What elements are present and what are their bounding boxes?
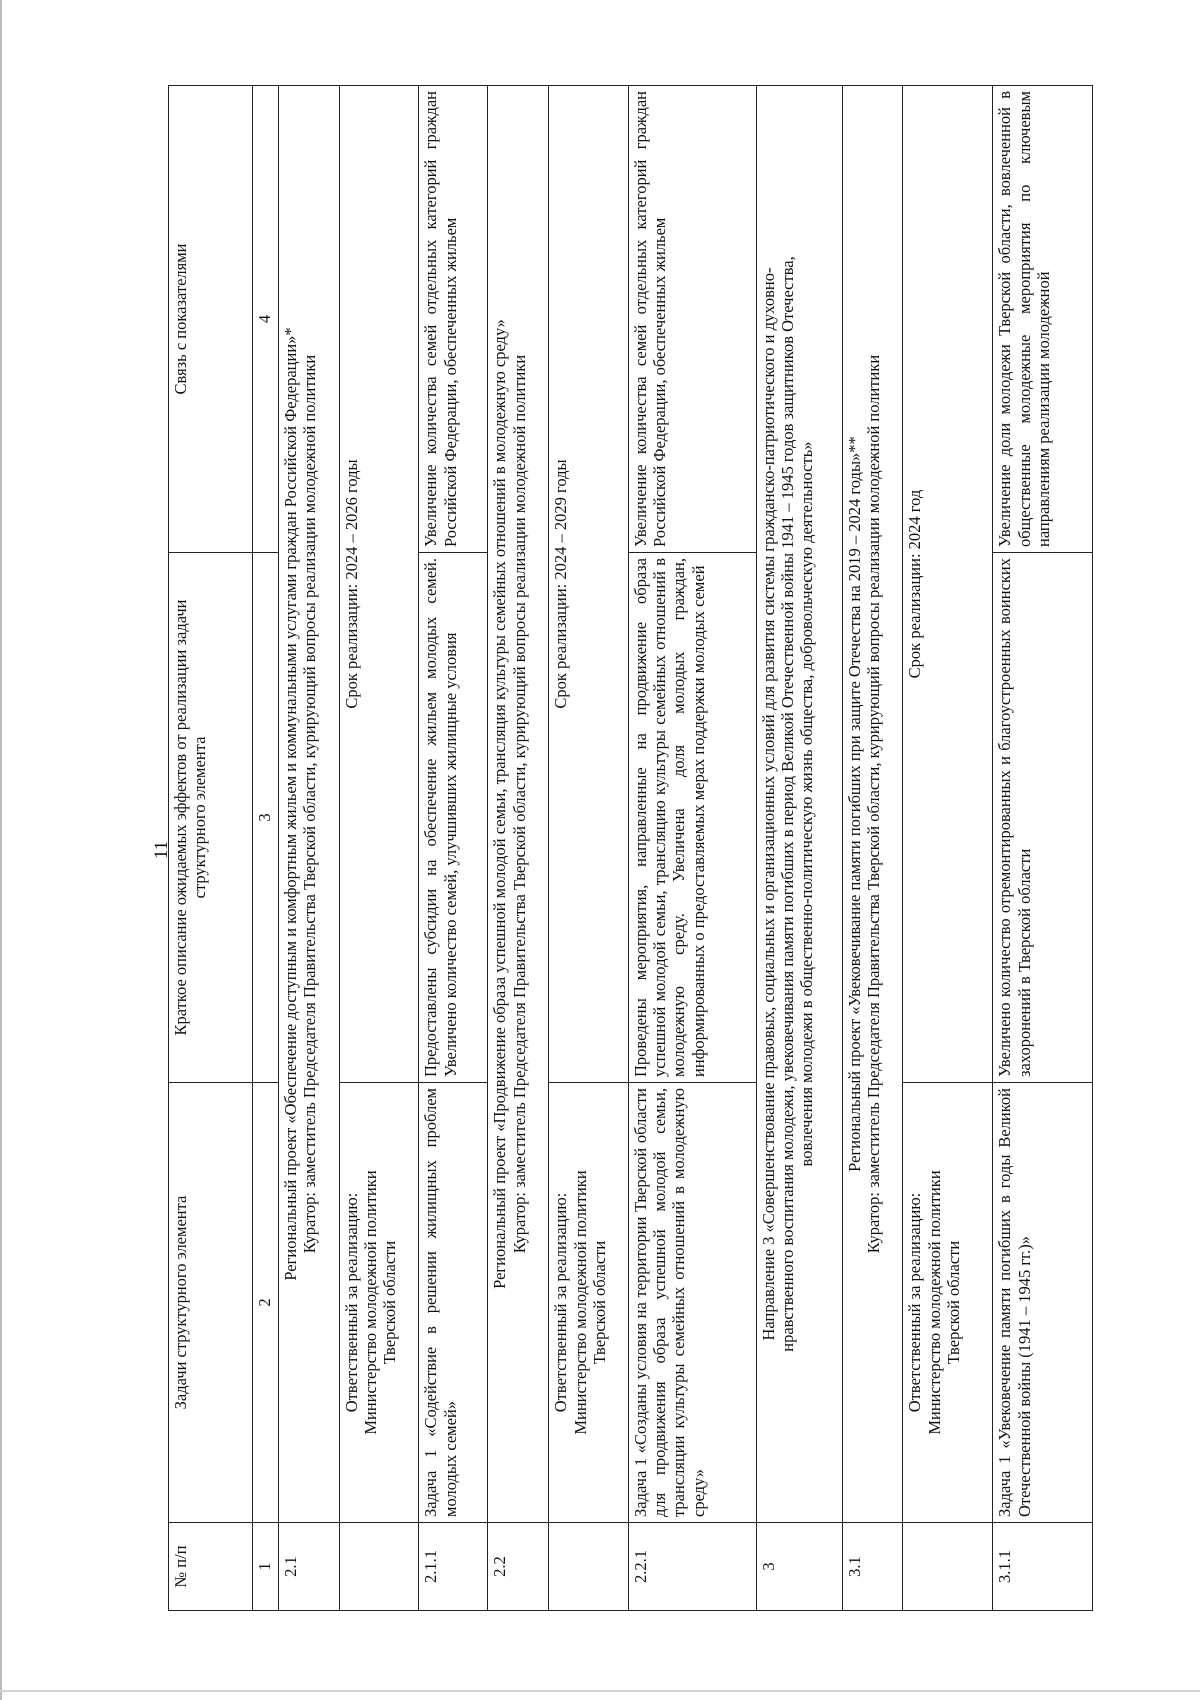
- task-cell: Задача 1 «Содействие в решении жилищных проблем молодых семей»: [419, 1083, 488, 1523]
- project-title: Региональный проект «Увековечивание памяти погибших при защите Отечества на 2019 – 2024 годы»**: [844, 436, 864, 1172]
- header-number: № п/п: [169, 1523, 253, 1611]
- term-cell: Срок реализации: 2024 год: [903, 86, 993, 1083]
- effect-cell: Предоставлены субсидии на обеспечение жильем молодых семей. Увеличено количество семей, улучшивших жилищные условия: [419, 553, 488, 1083]
- table-row: [339, 86, 419, 1611]
- row-number: 2.2: [488, 1523, 549, 1611]
- row-number: 3.1.1: [993, 1523, 1093, 1611]
- task-cell: Задача 1 «Созданы условия на территории Тверской области для продвижения образа успешной молодой семьи, трансляции культуры семейных отношений в молодежную среду»: [628, 1083, 756, 1523]
- row-number: 2.2.1: [628, 1523, 756, 1611]
- direction-title-line: вовлечения молодежи в общественно-политическую жизнь общества, добровольческую деятельность»: [797, 441, 817, 1167]
- regional-project-cell: [488, 86, 549, 1523]
- table-row: [488, 86, 549, 1611]
- responsible-org-region: Тверской области: [589, 1240, 609, 1365]
- responsible-org: Министерство молодежной политики: [924, 1170, 944, 1435]
- responsible-label: Ответственный за реализацию:: [905, 1192, 925, 1413]
- page-edge-bottom: [0, 1690, 1200, 1692]
- column-number: 2: [252, 1083, 278, 1523]
- project-title: Региональный проект «Продвижение образа успешной молодой семьи, трансляция культуры семейных отношений в молодежную среду»: [490, 319, 510, 1289]
- responsible-label: Ответственный за реализацию:: [551, 1192, 571, 1413]
- page-number: 11: [151, 840, 172, 860]
- responsible-org-region: Тверской области: [943, 1240, 963, 1365]
- project-curator: Куратор: заместитель Председателя Правительства Тверской области, курирующий вопросы реализации молодежной политики: [509, 354, 529, 1254]
- responsible-cell: [339, 1083, 419, 1523]
- project-title: Региональный проект «Обеспечение доступным и комфортным жильем и коммунальными услугами граждан Российской Федерации»*: [280, 327, 300, 1281]
- task-cell: Задача 1 «Увековечение памяти погибших в годы Великой Отечественной войны (1941 – 1945 гг.)»: [993, 1083, 1093, 1523]
- row-number: 3.1: [842, 1523, 903, 1611]
- direction-title-line: Направление 3 «Совершенствование правовых, социальных и организационных условий для развития системы гражданско-патриотического и духовно-: [758, 267, 778, 1341]
- row-number: 2.1.1: [419, 1523, 488, 1611]
- responsible-org: Министерство молодежной политики: [570, 1170, 590, 1435]
- row-number: [903, 1523, 993, 1611]
- term-cell: Срок реализации: 2024 – 2029 годы: [549, 86, 629, 1083]
- indicator-cell: Увеличение доли молодежи Тверской области, вовлеченной в общественные молодежные мероприятия по ключевым направлениям реализации молодежной: [993, 86, 1093, 553]
- indicator-cell: Увеличение количества семей отдельных категорий граждан Российской Федерации, обеспеченных жильем: [628, 86, 756, 553]
- table-header-row: [169, 86, 253, 1611]
- term-cell: Срок реализации: 2024 – 2026 годы: [339, 86, 419, 1083]
- column-number: 1: [252, 1523, 278, 1611]
- row-number: [339, 1523, 419, 1611]
- column-number: 4: [252, 86, 278, 553]
- table-row: [903, 86, 993, 1611]
- effect-cell: Увеличено количество отремонтированных и благоустроенных воинских захоронений в Тверской области: [993, 553, 1093, 1083]
- table-row: [278, 86, 339, 1611]
- regional-project-cell: [278, 86, 339, 1523]
- direction-cell: [756, 86, 842, 1523]
- regional-project-cell: [842, 86, 903, 1523]
- effect-cell: Проведены мероприятия, направленные на продвижение образа успешной молодой семьи, трансляцию культуры семейных отношений в молодежную среду. Увеличена доля молодых граждан, информированных о предоставляемых мерах поддержки молодых семей: [628, 553, 756, 1083]
- structural-elements-table: [168, 85, 1093, 1611]
- project-curator: Куратор: заместитель Председателя Правительства Тверской области, курирующий вопросы реализации молодежной политики: [863, 354, 883, 1254]
- direction-title-line: нравственного воспитания молодежи, увековечивания памяти погибших в период Великой Отечественной войны 1941 – 1945 годов защитников Отечества,: [777, 256, 797, 1352]
- header-effects: Краткое описание ожидаемых эффектов от реализации задачи структурного элемента: [169, 553, 253, 1083]
- header-indicators: Связь с показателями: [169, 86, 253, 553]
- table-row: [993, 86, 1093, 1611]
- responsible-org: Министерство молодежной политики: [361, 1170, 381, 1435]
- row-number: [549, 1523, 629, 1611]
- responsible-cell: [549, 1083, 629, 1523]
- page-edge: [0, 0, 2, 1700]
- row-number: 3: [756, 1523, 842, 1611]
- responsible-cell: [903, 1083, 993, 1523]
- table-row: [549, 86, 629, 1611]
- table-row: [842, 86, 903, 1611]
- header-tasks: Задачи структурного элемента: [169, 1083, 253, 1523]
- column-number-row: [252, 86, 278, 1611]
- row-number: 2.1: [278, 1523, 339, 1611]
- table-row: [756, 86, 842, 1611]
- table-row: [628, 86, 756, 1611]
- indicator-cell: Увеличение количества семей отдельных категорий граждан Российской Федерации, обеспеченных жильем: [419, 86, 488, 553]
- project-curator: Куратор: заместитель Председателя Правительства Тверской области, курирующий вопросы реализации молодежной политики: [300, 354, 320, 1254]
- responsible-org-region: Тверской области: [380, 1240, 400, 1365]
- rotated-table-container: [168, 86, 1093, 1611]
- table-row: [419, 86, 488, 1611]
- responsible-label: Ответственный за реализацию:: [341, 1192, 361, 1413]
- column-number: 3: [252, 553, 278, 1083]
